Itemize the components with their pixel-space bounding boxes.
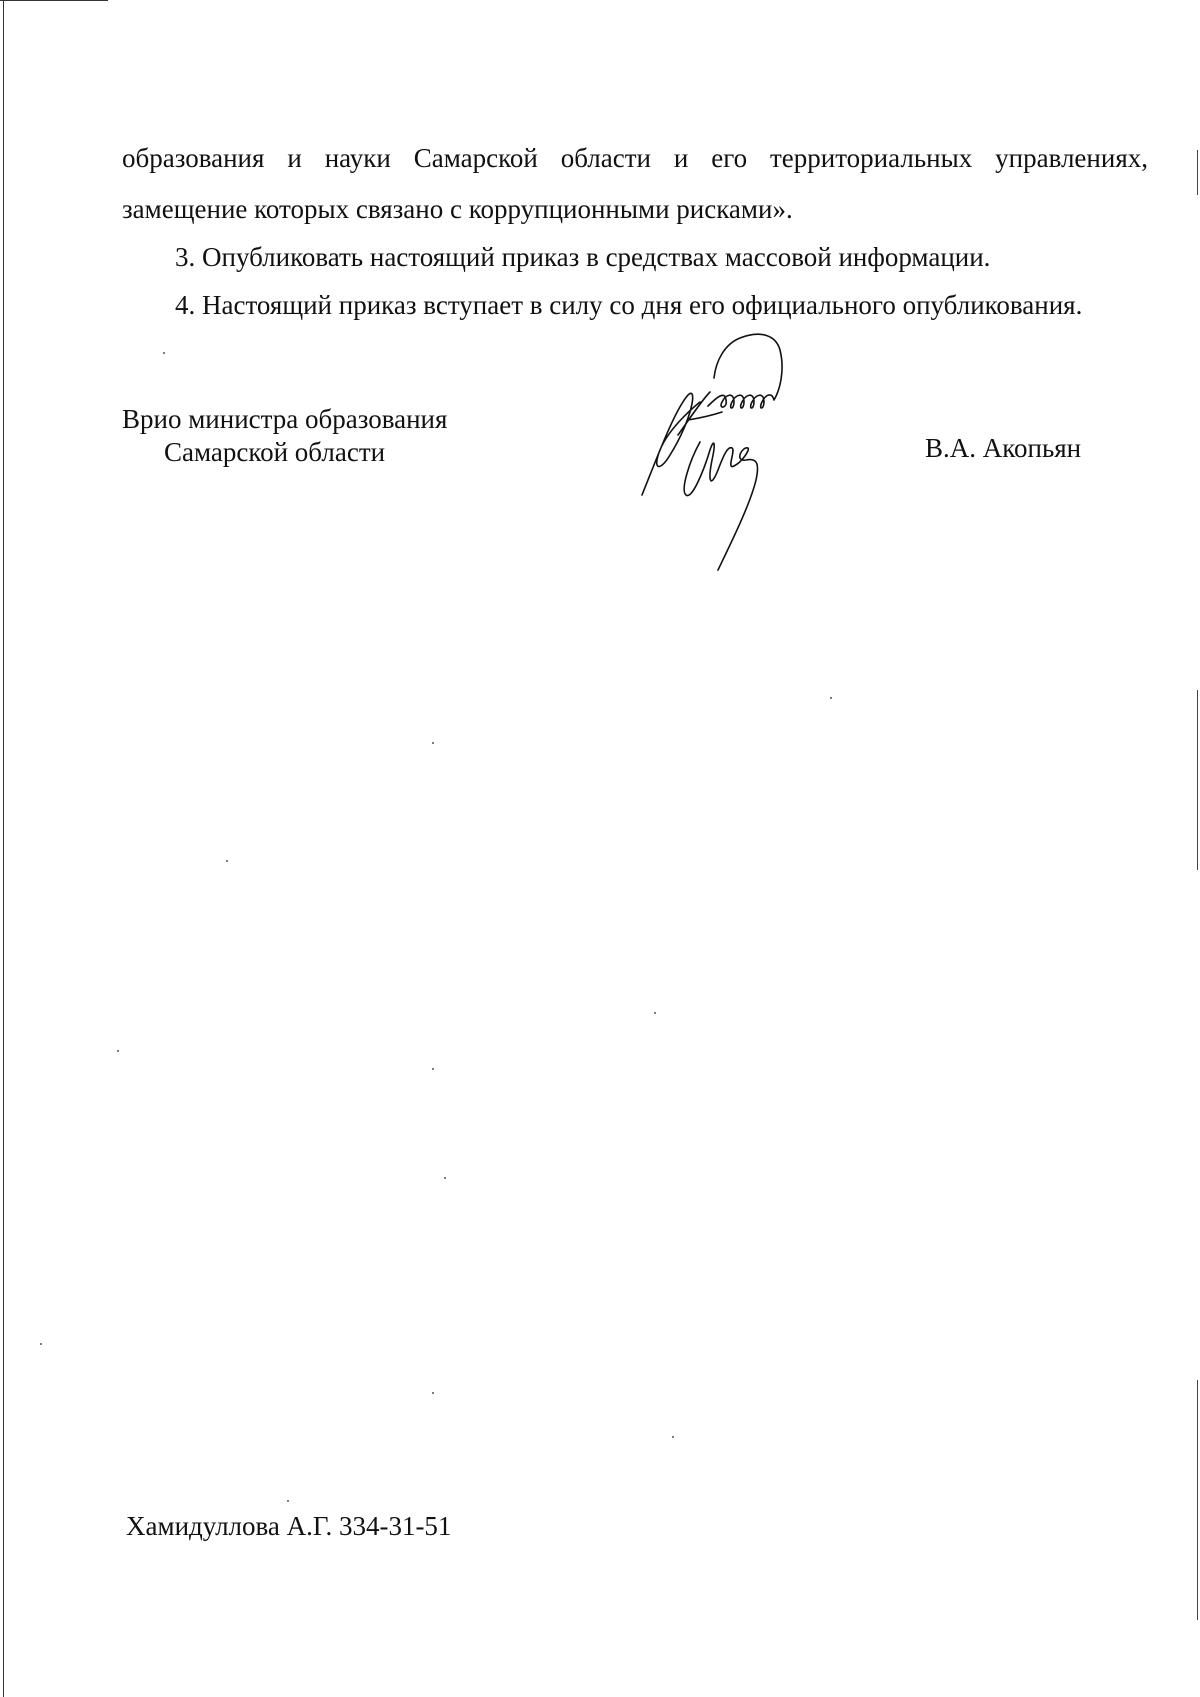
scan-speck — [432, 742, 434, 744]
paragraph-continuation: образования и науки Самарской области и его территориальных управлениях, — [122, 143, 1148, 173]
scan-right-edge — [1197, 1380, 1198, 1620]
scan-speck — [830, 697, 832, 699]
scan-speck — [432, 1068, 434, 1070]
scan-speck — [117, 1050, 119, 1052]
scan-speck — [432, 1392, 434, 1394]
contact-line: Хамидуллова А.Г. 334-31-51 — [126, 1511, 452, 1541]
scan-speck — [444, 1177, 446, 1179]
scan-speck — [226, 860, 228, 862]
signatory-name: В.А. Акопьян — [925, 433, 1082, 463]
scan-right-edge — [1197, 150, 1198, 195]
scan-speck — [672, 1436, 674, 1438]
scan-speck — [287, 1500, 289, 1502]
scan-speck — [163, 352, 165, 354]
handwritten-signature — [630, 330, 830, 580]
scan-left-edge — [3, 0, 4, 1697]
signatory-position-line2: Самарской области — [164, 437, 386, 467]
signatory-position-line1: Врио министра образования — [122, 404, 448, 434]
scan-right-edge — [1197, 690, 1198, 870]
paragraph-item-3: 3. Опубликовать настоящий приказ в средствах массовой информации. — [175, 242, 991, 272]
scan-speck — [40, 1343, 42, 1345]
scan-top-edge — [0, 0, 108, 1]
paragraph-item-4: 4. Настоящий приказ вступает в силу со дня его официального опубликования. — [175, 290, 1083, 320]
scan-speck — [654, 1012, 656, 1014]
paragraph-continuation-end: замещение которых связано с коррупционными рисками». — [122, 194, 793, 224]
